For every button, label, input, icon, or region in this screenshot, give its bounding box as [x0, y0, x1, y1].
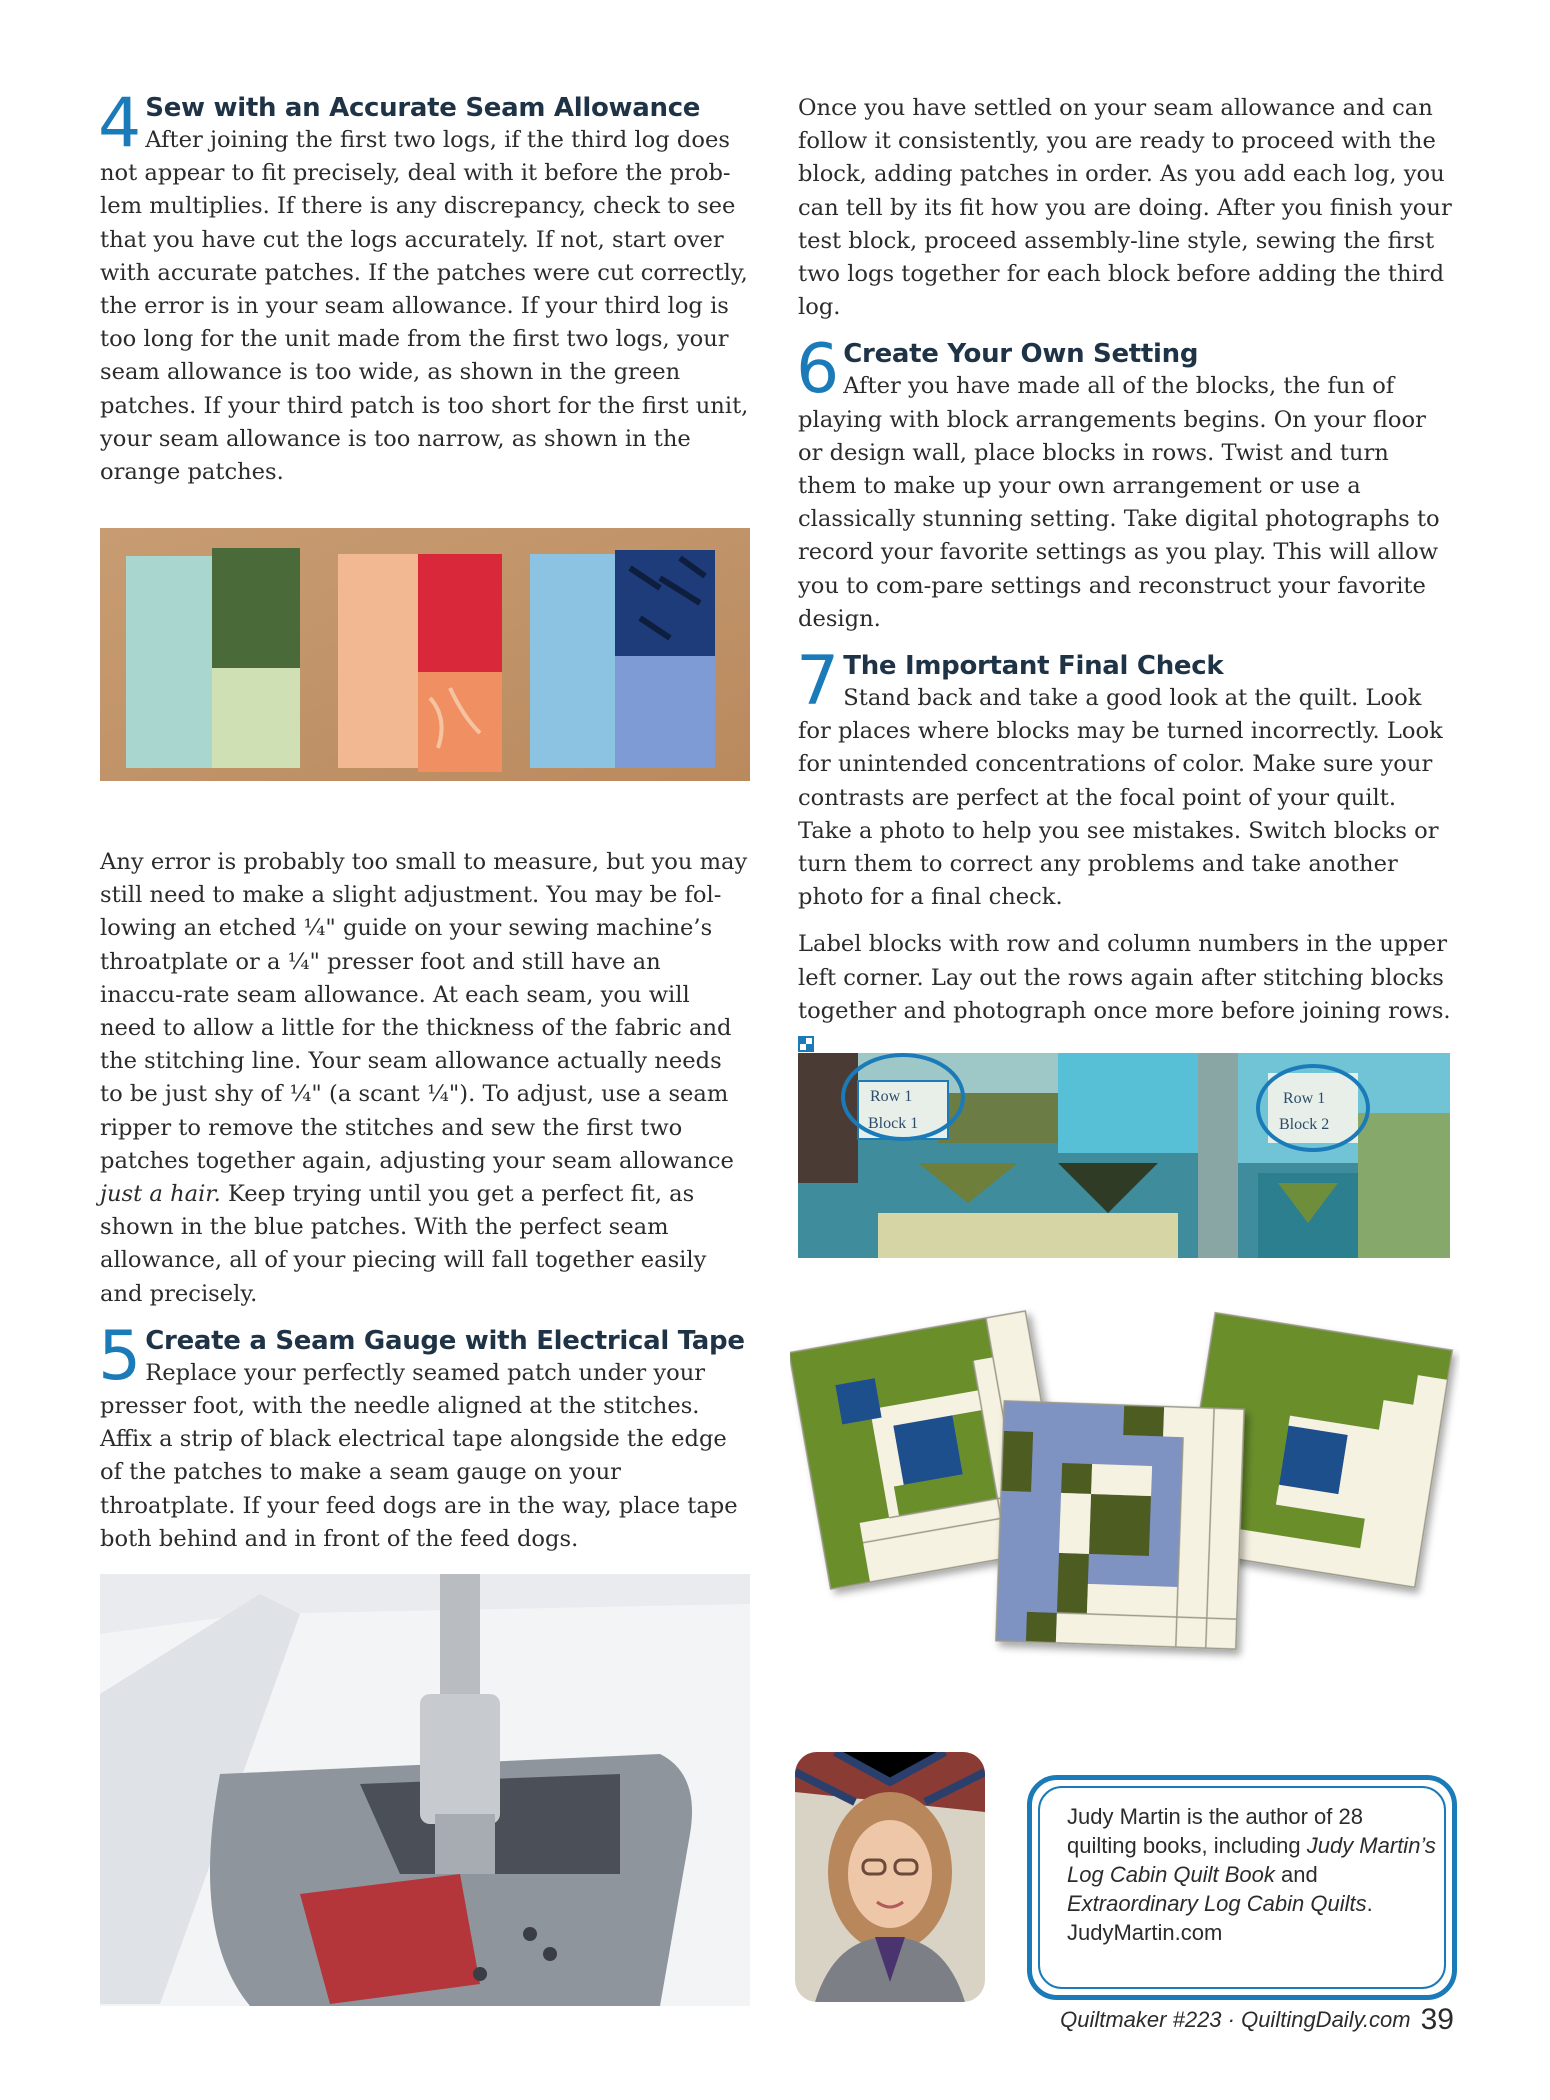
label1-line1: Row 1 — [870, 1088, 913, 1105]
bio-website: JudyMartin.com — [1067, 1920, 1223, 1945]
bio-book1: Judy Martin’s Log Cabin Quilt Book — [1067, 1833, 1436, 1887]
author-portrait — [795, 1752, 985, 2002]
step-5-number: 5 — [98, 1316, 142, 1396]
page-number: 39 — [1420, 2003, 1454, 2036]
closing-text — [798, 928, 1453, 1061]
author-bio-text — [1067, 1802, 1437, 1947]
step-5-section — [98, 1316, 750, 1556]
step-4-number: 4 — [98, 84, 142, 163]
bio-text-a: Judy Martin is the author of 28 quilting books, including — [1067, 1804, 1363, 1858]
step-4-continued-a: Any error is probably too small to measure, but you may still need to make a slight adjustment. You may be fol-lowing an etched ¼" guide on your sewing machine’s throatplate or a ¼" presser foot and still have an inaccu-rate seam allowance. At each seam, you will need to allow a little for the thickness of the fabric and the stitching line. Your seam allowance actually needs to be just shy of ¼" (a scant ¼"). To adjust, use a seam ripper to remove the stitches and sew the first two patches together again, adjusting your seam allowance — [100, 849, 748, 1174]
end-mark-icon — [798, 1036, 814, 1052]
step-4-section — [98, 84, 750, 489]
step-5-title: Create a Seam Gauge with Electrical Tape — [145, 1325, 745, 1356]
bio-text-b: and — [1274, 1862, 1318, 1887]
block-center — [996, 1401, 1244, 1649]
label2-line1: Row 1 — [1283, 1090, 1326, 1107]
labeled-blocks-photo — [798, 1053, 1450, 1258]
step-4-text: After joining the first two logs, if the third log does not appear to fit precisely, deal with it before the prob-lem multiplies. If there is any discrepancy, check to see that you have cut the logs accurately. If not, start over with accurate patches. If the patches were cut correctly, the error is in your seam allowance. If your third log is too long for the unit made from the first two logs, your seam allowance is too wide, as shown in the green patches. If your third patch is too short for the first unit, your seam allowance is too narrow, as shown in the orange patches. — [100, 127, 749, 486]
left-column-continued — [100, 846, 750, 1556]
step-7-number: 7 — [796, 642, 840, 722]
step-7-text: Stand back and take a good look at the quilt. Look for places where blocks may be turned incorrectly. Look for unintended concentrations of color. Make sure your contrasts are perfect at the focal point of your quilt. Take a photo to help you see mistakes. Switch blocks or turn them to correct any problems and take another photo for a final check. — [798, 685, 1443, 911]
step-5-text: Replace your perfectly seamed patch under your presser foot, with the needle aligned at the stitches. Affix a strip of black electrical tape alongside the edge of the patches to make a seam gauge on your throatplate. If your feed dogs are in the way, place tape both behind and in front of the feed dogs. — [100, 1359, 738, 1552]
step-4-title: Sew with an Accurate Seam Allowance — [145, 93, 701, 123]
step-6-title: Create Your Own Setting — [843, 339, 1199, 370]
fabric-patches-photo — [100, 528, 750, 781]
author-bio-box — [1027, 1775, 1457, 2000]
step-4-continued-b: Keep trying until you get a perfect fit, as shown in the blue patches. With the perfect seam allowance, all of your piecing will fall together easily and precisely. — [100, 1181, 707, 1307]
page-footer — [1060, 2003, 1454, 2037]
label2-line2: Block 2 — [1279, 1116, 1330, 1133]
step-7-title: The Important Final Check — [843, 651, 1224, 682]
sewing-machine-photo — [100, 1574, 750, 2006]
step-6-text: After you have made all of the blocks, the fun of playing with block arrangements begins. On your floor or design wall, place blocks in rows. Twist and turn them to make up your own arrangement or use a classically stunning setting. Take digital photographs to record your favorite settings as you play. This will allow you to com-pare settings and reconstruct your favorite design. — [798, 373, 1440, 632]
intro-right-text: Once you have settled on your seam allowance and can follow it consistently, you are ready to proceed with the block, adding patches in order. As you add each log, you can tell by its fit how you are doing. After you finish your test block, proceed assembly-line style, sewing the first two logs together for each block before adding the third log. — [798, 95, 1452, 321]
step-4-continued-text — [100, 846, 750, 1311]
closing-text-body: Label blocks with row and column numbers in the upper left corner. Lay out the rows again after stitching blocks together and photograph once more before joining rows. — [798, 931, 1451, 1024]
left-column — [98, 84, 750, 489]
step-7-section — [796, 642, 1453, 914]
step-4-continued-em: just a hair. — [100, 1181, 221, 1208]
log-cabin-blocks-illustration — [790, 1290, 1460, 1680]
bio-book2: Extraordinary Log Cabin Quilts — [1067, 1891, 1367, 1916]
right-column — [798, 92, 1453, 1061]
step-6-section — [796, 330, 1453, 636]
bio-text-c: . — [1366, 1891, 1373, 1916]
step-6-number: 6 — [796, 330, 840, 410]
footer-magazine: Quiltmaker #223 · QuiltingDaily.com — [1060, 2007, 1411, 2032]
label1-line2: Block 1 — [868, 1115, 919, 1132]
